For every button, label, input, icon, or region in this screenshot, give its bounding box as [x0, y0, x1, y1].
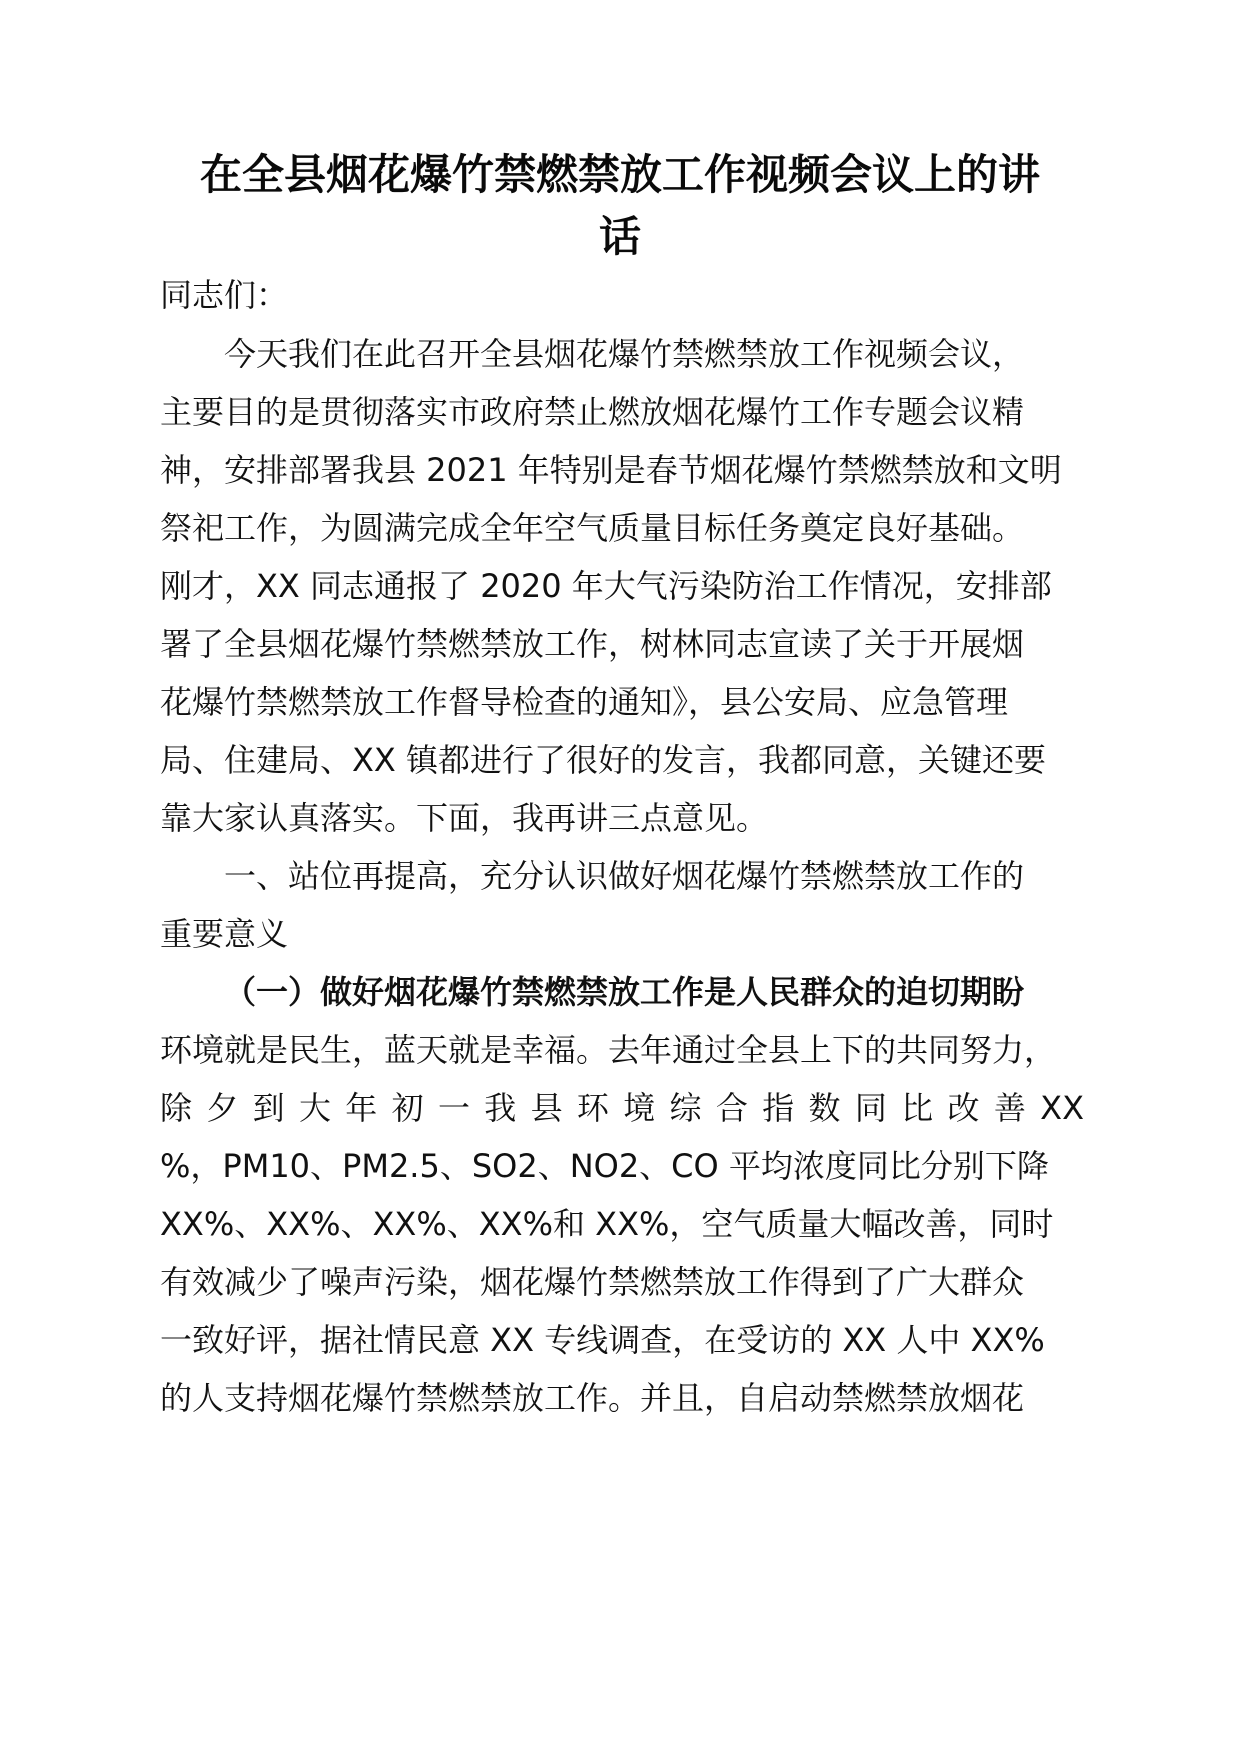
paragraph-line: 的人支持烟花爆竹禁燃禁放工作。并且，自启动禁燃禁放烟花	[160, 1379, 1025, 1417]
paragraph-line: 主要目的是贯彻落实市政府禁止燃放烟花爆竹工作专题会议精	[160, 393, 1025, 431]
paragraph-line: XX%、XX%、XX%、XX%和 XX%，空气质量大幅改善，同时	[160, 1205, 1054, 1243]
paragraph-line: %，PM10、PM2.5、SO2、NO2、CO 平均浓度同比分别下降	[160, 1147, 1049, 1185]
paragraph-line: 环境就是民生，蓝天就是幸福。去年通过全县上下的共同努力，	[160, 1031, 1057, 1069]
subsection-heading: （一）做好烟花爆竹禁燃禁放工作是人民群众的迫切期盼	[224, 973, 1025, 1011]
paragraph-line: 一致好评，据社情民意 XX 专线调查，在受访的 XX 人中 XX%	[160, 1321, 1045, 1359]
paragraph-line: 刚才，XX 同志通报了 2020 年大气污染防治工作情况，安排部	[160, 567, 1052, 605]
paragraph-line: 局、住建局、XX 镇都进行了很好的发言，我都同意，关键还要	[160, 741, 1047, 779]
paragraph-line: 祭祀工作，为圆满完成全年空气质量目标任务奠定良好基础。	[160, 509, 1025, 547]
paragraph-line: 靠大家认真落实。下面，我再讲三点意见。	[160, 799, 769, 837]
section-heading-line: 重要意义	[160, 915, 289, 953]
paragraph-line: 署了全县烟花爆竹禁燃禁放工作，树林同志宣读了关于开展烟	[160, 625, 1025, 663]
document-title-line-1: 在全县烟花爆竹禁燃禁放工作视频会议上的讲	[199, 150, 1040, 199]
section-heading-line: 一、站位再提高，充分认识做好烟花爆竹禁燃禁放工作的	[224, 857, 1025, 895]
salutation: 同志们：	[160, 276, 289, 314]
paragraph-line: 今天我们在此召开全县烟花爆竹禁燃禁放工作视频会议，	[224, 335, 1025, 373]
paragraph-line: 花爆竹禁燃禁放工作督导检查的通知》，县公安局、应急管理	[160, 683, 1009, 721]
paragraph-line: 有效减少了噪声污染，烟花爆竹禁燃禁放工作得到了广大群众	[160, 1263, 1025, 1301]
paragraph-line: 神，安排部署我县 2021 年特别是春节烟花爆竹禁燃禁放和文明	[160, 451, 1062, 489]
document-title-line-2: 话	[598, 212, 641, 261]
paragraph-line: 除 夕 到 大 年 初 一 我 县 环 境 综 合 指 数 同 比 改 善 XX	[160, 1089, 1084, 1127]
